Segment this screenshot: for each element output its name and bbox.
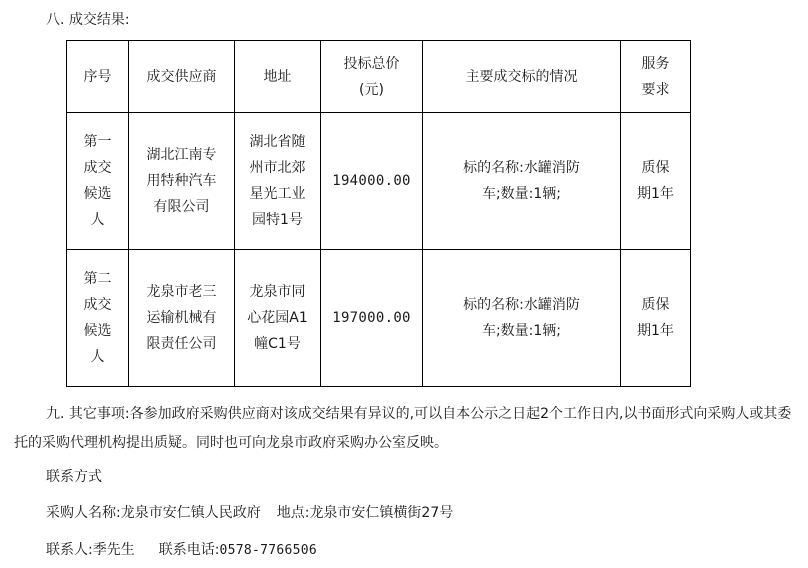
- header-supplier: 成交供应商: [129, 41, 235, 113]
- cell-bid: 194000.00: [321, 113, 423, 250]
- header-service: [621, 41, 691, 113]
- result-table: [66, 40, 691, 387]
- header-bid-line1: 投标总价: [343, 55, 400, 72]
- section-9-paragraph: 九. 其它事项:各参加政府采购供应商对该成交结果有异议的,可以自本公示之日起2个工作日内,以书面形式向采购人或其委托的采购代理机构提出质疑。同时也可向龙泉市政府采购办公室反映。: [14, 406, 792, 451]
- section-8-heading: 八. 成交结果:: [46, 12, 130, 28]
- header-bid-line2: (元): [359, 81, 384, 98]
- phone-value: 0578-7766506: [219, 543, 317, 558]
- purchaser-label: 采购人名称:: [46, 505, 121, 521]
- header-address: 地址: [235, 41, 321, 113]
- cell-address: 湖北省随 州市北郊 星光工业 园特1号: [235, 113, 321, 250]
- cell-service: 质保 期1年: [621, 113, 691, 250]
- cell-situation: 标的名称:水罐消防 车;数量:1辆;: [423, 113, 621, 250]
- location-label: 地点:: [276, 505, 310, 521]
- table-row: [67, 113, 691, 250]
- header-service-line1: 服务: [641, 55, 670, 72]
- purchaser-name: 龙泉市安仁镇人民政府: [120, 505, 261, 521]
- contact-line: [46, 540, 317, 561]
- cell-index: 第一 成交 候选 人: [67, 113, 129, 250]
- cell-supplier: 龙泉市老三 运输机械有 限责任公司: [129, 250, 235, 387]
- table-header-row: [67, 41, 691, 113]
- table-row: [67, 250, 691, 387]
- contact-person: 季先生: [92, 542, 135, 558]
- header-situation: 主要成交标的情况: [423, 41, 621, 113]
- contact-person-label: 联系人:: [46, 542, 93, 558]
- cell-index: 第二 成交 候选 人: [67, 250, 129, 387]
- cell-bid: 197000.00: [321, 250, 423, 387]
- header-service-line2: 要求: [641, 81, 670, 98]
- cell-service: 质保 期1年: [621, 250, 691, 387]
- phone-label: 联系电话:: [158, 542, 220, 558]
- purchaser-line: [46, 503, 453, 523]
- cell-address: 龙泉市同 心花园A1 幢C1号: [235, 250, 321, 387]
- header-bid-total: [321, 41, 423, 113]
- contact-title: 联系方式: [46, 469, 102, 485]
- cell-situation: 标的名称:水罐消防 车;数量:1辆;: [423, 250, 621, 387]
- cell-supplier: 湖北江南专 用特种汽车 有限公司: [129, 113, 235, 250]
- header-index: 序号: [67, 41, 129, 113]
- location-value: 龙泉市安仁镇横街27号: [309, 505, 454, 521]
